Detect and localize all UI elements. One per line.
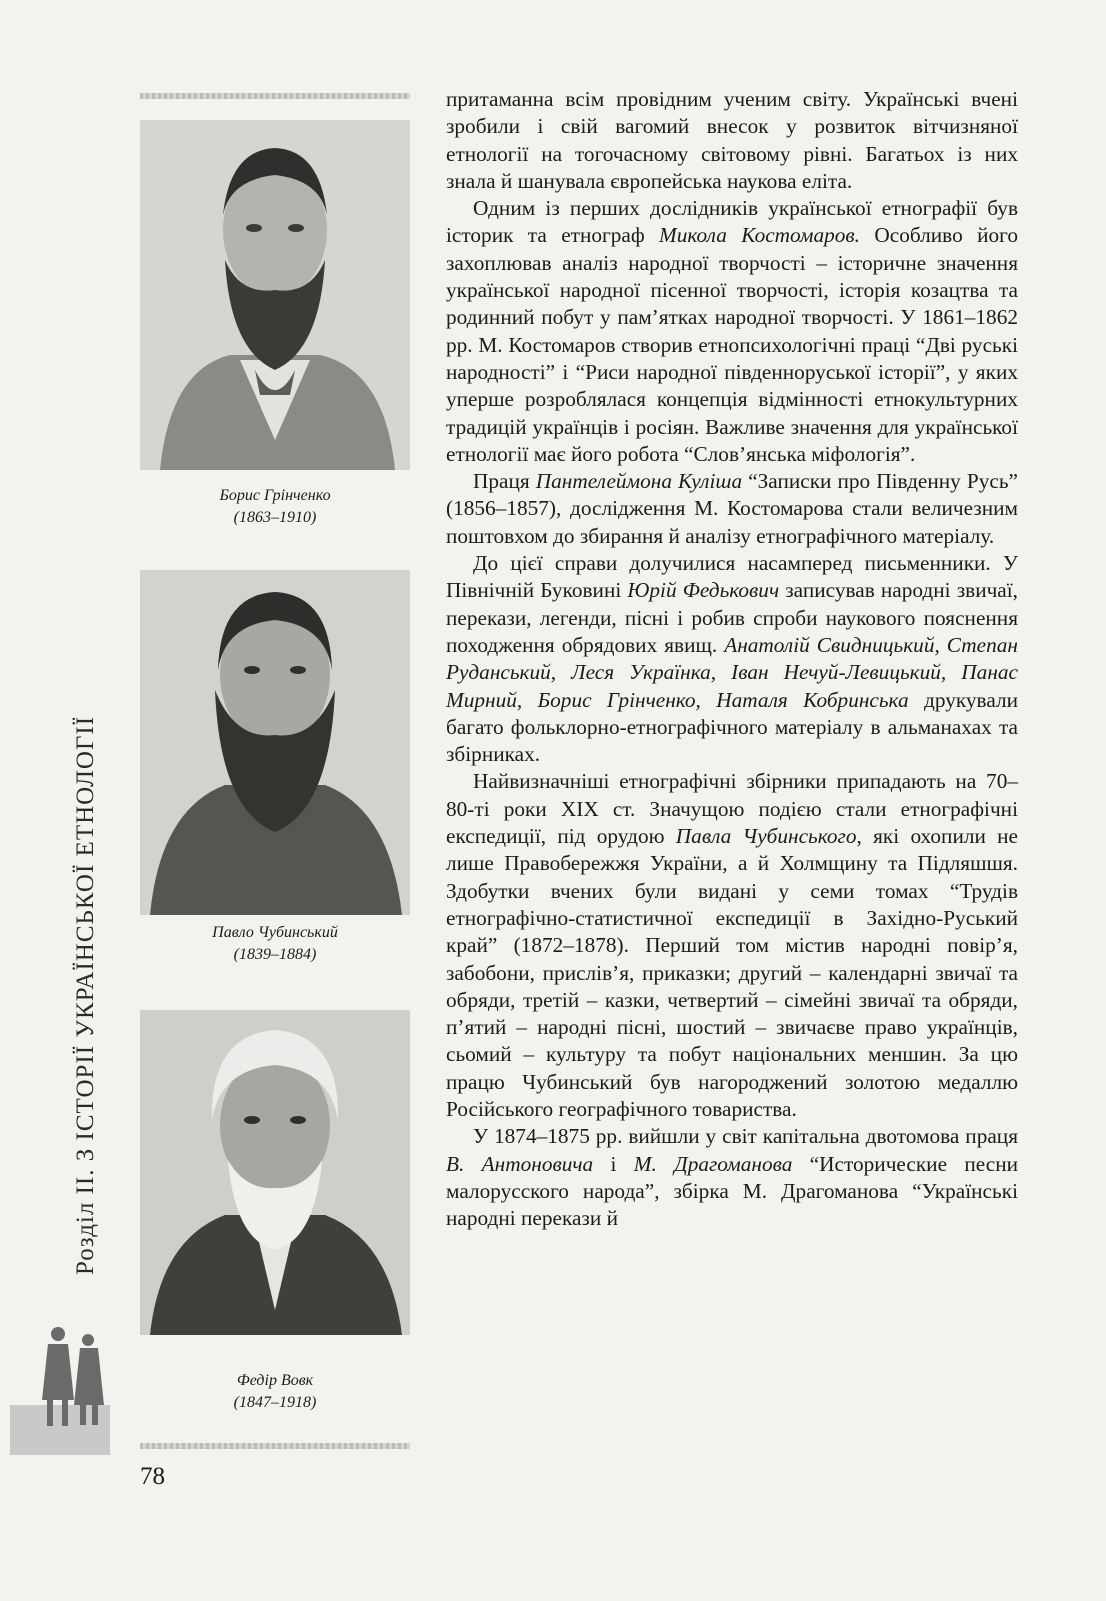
person-name: Пантелеймона Куліша (535, 469, 743, 494)
paragraph: Праця Пантелеймона Куліша “Записки про Південну Русь” (1856–1857), дослідження М. Костомарова стали величезним поштовхом до збирання й аналізу етнографічного матеріалу. (446, 469, 1018, 548)
paragraph: притаманна всім провідним ученим світу. Українські вчені зробили і свій вагомий внесок у розвиток вітчизняної етнології на тогочасному світовому рівні. Багатьох із них знала й шанувала європейська наукова еліта. (446, 87, 1018, 193)
portrait-caption (140, 485, 410, 529)
folk-figures-icon (20, 1320, 120, 1430)
caption-name: Федір Вовк (236, 1372, 314, 1389)
caption-years: (1839–1884) (233, 946, 317, 963)
bottom-rule (140, 1443, 410, 1449)
main-text (446, 86, 1018, 1232)
caption-years: (1847–1918) (233, 1394, 317, 1411)
person-names: Анатолій Свидницький, Степан Руданський, Леся Українка, Іван Нечуй-Левицький, Панас Мирний, Борис Грінченко, Наталя Кобринська (446, 632, 1018, 712)
paragraph: Найвизначніші етнографічні збірники припадають на 70–80-ті роки XIX ст. Значущою подією стали етнографічні експедиції, під орудою Павла Чубинського, які охопили не лише Правобережжя України, а й Холмщину та Підляшшя. Здобутки вчених були видані у семи томах “Трудів етнографічно-статистичної експедиції в Західно-Руський край” (1872–1878). Перший том містив народні повір’я, забобони, прислів’я, приказки; другий – календарні звичаї та обряди, третій – казки, четвертий – сімейні звичаї та обряди, п’ятий – народні пісні, шостий – звичаєве право українців, сьомий – культуру та побут національних меншин. За цю працю Чубинський був нагороджений золотою медаллю Російського географічного товариства. (446, 769, 1018, 1121)
person-name: М. Драгоманова (633, 1151, 793, 1176)
portrait-caption (140, 922, 410, 966)
person-name: Юрій Федькович (627, 578, 780, 603)
top-rule (140, 93, 410, 99)
person-name: В. Антоновича (446, 1151, 594, 1176)
caption-years: (1863–1910) (233, 509, 317, 526)
page-number: 78 (140, 1463, 165, 1490)
paragraph: До цієї справи долучилися насамперед письменники. У Північній Буковині Юрій Федькович записував народні звичаї, перекази, легенди, пісні і робив спроби наукового пояснення походження обрядових явищ. Анатолій Свидницький, Степан Руданський, Леся Українка, Іван Нечуй-Левицький, Панас Мирний, Борис Грінченко, Наталя Кобринська друкували багато фольклорно-етнографічного матеріалу в альманахах та збірниках. (446, 551, 1018, 767)
person-name: Павла Чубинського (675, 824, 857, 849)
paragraph: У 1874–1875 рр. вийшли у світ капітальна двотомова праця В. Антоновича і М. Драгоманова “Исторические песни малорусского народа”, збірка М. Драгоманова “Українські народні перекази й (446, 1124, 1018, 1231)
person-name: Микола Костомаров. (659, 223, 860, 248)
paragraph: Одним із перших дослідників української етнографії був історик та етнограф Микола Костомаров. Особливо його захоплював аналіз народної творчості – історичне значення української народної пісенної творчості, історія козацтва та родинний побут у пам’ятках народної творчості. У 1861–1862 рр. М. Костомаров створив етнопсихологічні праці “Дві руські народності” і “Риси народної південноруської історії”, у яких уперше розроблялася концепція відмінності етнокультурних традицій українців і росіян. Важливе значення для української етнології має його робота “Слов’янська міфологія”. (446, 196, 1019, 466)
caption-name: Борис Грінченко (219, 487, 331, 504)
portrait-image (140, 1010, 410, 1335)
portrait-image (140, 120, 410, 470)
portrait-image (140, 570, 410, 915)
chapter-side-title: Розділ ІІ. З ІСТОРІЇ УКРАЇНСЬКОЇ ЕТНОЛОГІЇ (72, 715, 99, 1275)
portrait-caption (140, 1370, 410, 1414)
caption-name: Павло Чубинський (212, 924, 338, 941)
